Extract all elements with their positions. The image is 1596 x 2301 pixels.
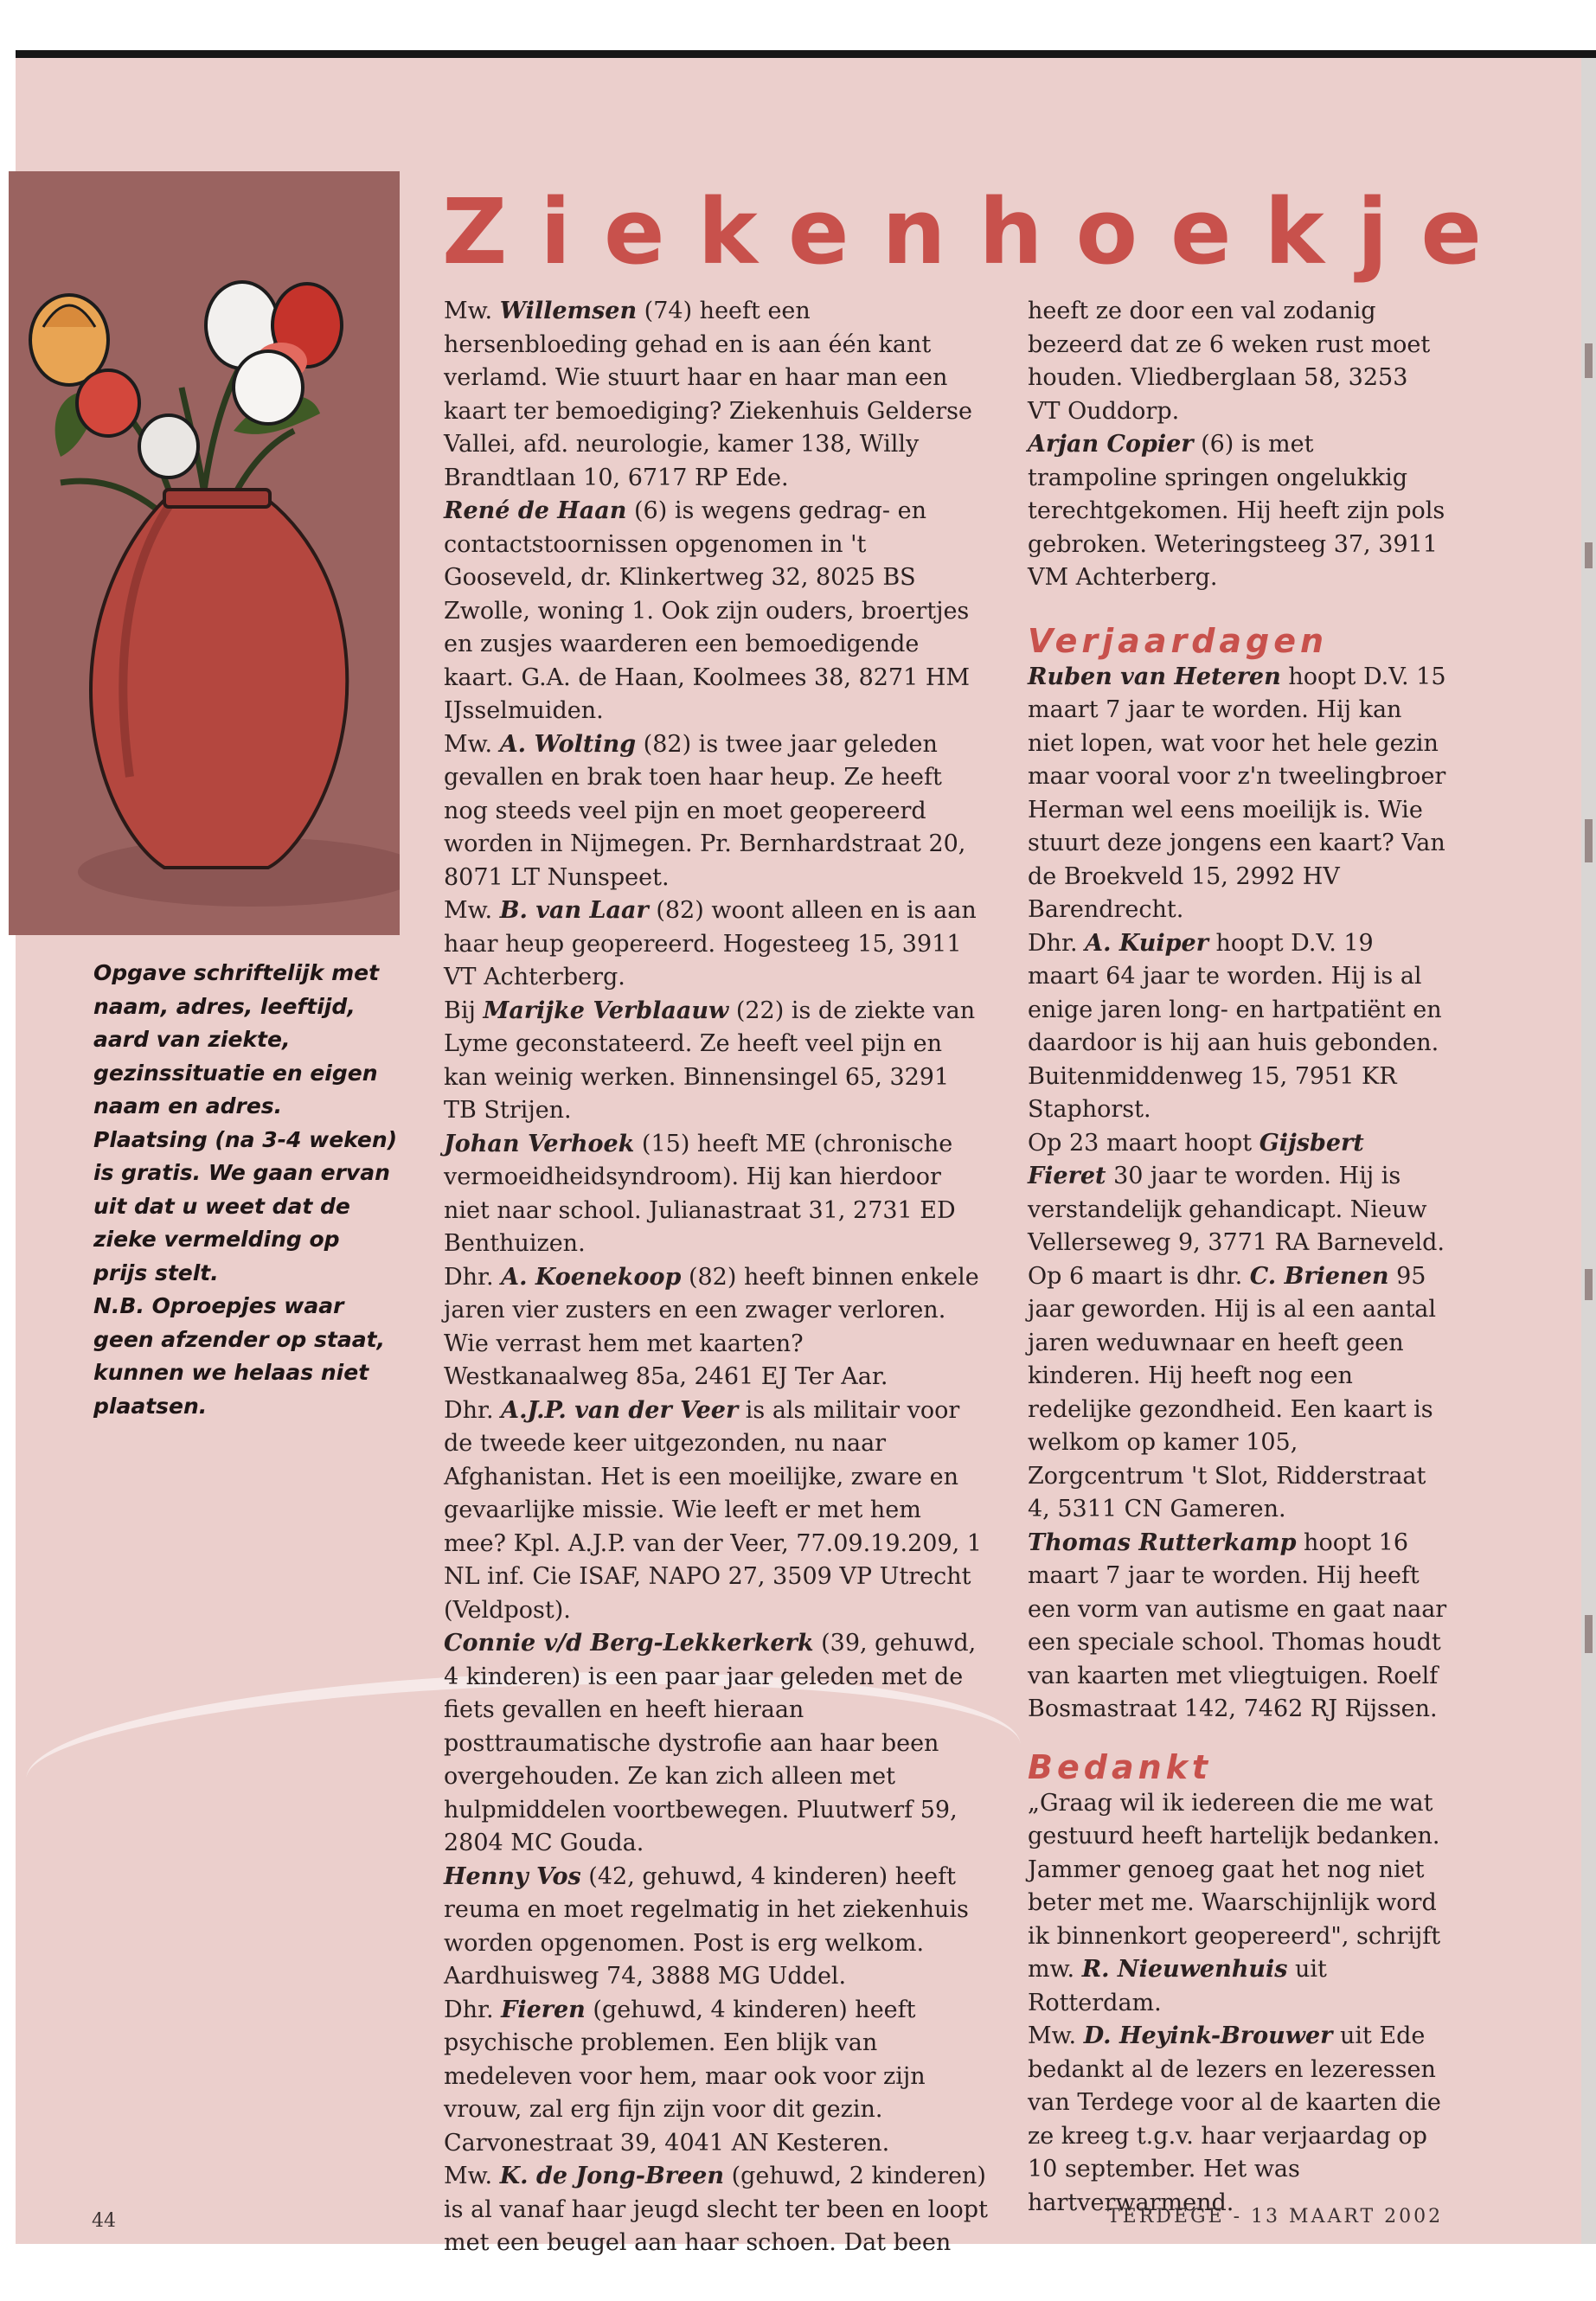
patient-name: Ruben van Heteren xyxy=(1028,663,1281,690)
birthdays-heading: Verjaardagen xyxy=(1028,621,1329,660)
thanks-heading: Bedankt xyxy=(1028,1747,1213,1786)
birthday-entry: Dhr. A. Kuiper hoopt D.V. 19 maart 64 jaar te worden. Hij is al enige jaren long- en hartpatiënt en daardoor is hij aan huis gebonden. Buitenmiddenweg 15, 7951 KR Staphorst. xyxy=(1028,929,1442,1123)
instructions-text: Opgave schriftelijk met naam, adres, leeftijd, aard van ziekte, gezinssituatie en eigen naam en adres. Plaatsing (na 3-4 weken) is gratis. We gaan ervan uit dat u weet dat de zieke vermelding op prijs stelt. xyxy=(93,960,398,1285)
birthday-entry: Ruben van Heteren hoopt D.V. 15 maart 7 jaar te worden. Hij kan niet lopen, wat voor het hele gezin maar vooral voor z'n tweelingbroer Herman wel eens moeilijk is. Wie stuurt deze jongens een kaart? Van de Broekveld 15, 2992 HV Barendrecht. xyxy=(1028,663,1446,923)
tulip-vase-illustration xyxy=(9,171,400,935)
entry-koenekoop: Dhr. A. Koenekoop (82) heeft binnen enkele jaren vier zusters en een zwager verloren. Wie verrast hem met kaarten? Westkanaalweg 85a, 2461 EJ Ter Aar. xyxy=(444,1263,979,1390)
top-border xyxy=(16,50,1596,58)
patient-name: Johan Verhoek xyxy=(444,1130,635,1157)
instructions-note: N.B. Oproepjes waar geen afzender op staat, kunnen we helaas niet plaatsen. xyxy=(93,1293,386,1419)
patient-name: Henny Vos xyxy=(444,1862,581,1890)
patient-name: A. Koenekoop xyxy=(501,1263,682,1291)
patient-name: A. Kuiper xyxy=(1085,929,1208,957)
entry-continuation: heeft ze door een val zodanig bezeerd dat ze 6 weken rust moet houden. Vliedberglaan 58, 3253 VT Ouddorp. xyxy=(1028,298,1431,425)
patient-name: Connie v/d Berg-Lekkerkerk xyxy=(444,1630,814,1657)
column-2 xyxy=(1028,295,1447,2220)
entry-berg-lekkerkerk: Connie v/d Berg-Lekkerkerk (39, gehuwd, 4 kinderen) is een paar jaar geleden met de fiets gevallen en heeft hieraan posttraumatische dystrofie aan haar been overgehouden. Ze kan zich alleen met hulpmiddelen voortbewegen. Pluutwerf 59, 2804 MC Gouda. xyxy=(444,1630,977,1856)
thanks-entry: Mw. D. Heyink-Brouwer uit Ede bedankt al de lezers en lezeressen van Terdege voor al de kaarten die ze kreeg t.g.v. haar verjaardag op 10 september. Het was hartverwarmend. xyxy=(1028,2022,1441,2216)
patient-name: Fieren xyxy=(501,1996,586,2023)
entry-van-laar: Mw. B. van Laar (82) woont alleen en is aan haar heup geopereerd. Hogesteeg 15, 3911 VT Achterberg. xyxy=(444,897,977,990)
patient-name: K. de Jong-Breen xyxy=(499,2163,724,2189)
entry-verhoek: Johan Verhoek (15) heeft ME (chronische vermoeidheidsyndroom). Hij kan hierdoor niet naar school. Julianastraat 31, 2731 ED Benthuizen. xyxy=(444,1130,956,1257)
entry-willemsen: Mw. Willemsen (74) heeft een hersenbloeding gehad en is aan één kant verlamd. Wie stuurt haar en haar man een kaart ter bemoediging? Ziekenhuis Gelderse Vallei, afd. neurologie, kamer 138, Willy Brandtlaan 10, 6717 RP Ede. xyxy=(444,298,973,491)
patient-name: A. Wolting xyxy=(499,730,637,758)
submission-instructions xyxy=(93,957,398,1423)
patient-name: C. Brienen xyxy=(1249,1262,1389,1290)
birthday-entry: Thomas Rutterkamp hoopt 16 maart 7 jaar te worden. Hij heeft een vorm van autisme en gaat naar een speciale school. Thomas houdt van kaarten met vliegtuigen. Roelf Bosmastraat 142, 7462 RJ Rijssen. xyxy=(1028,1529,1447,1722)
patient-name: Gijsbert Fieret xyxy=(1028,1129,1364,1189)
birthday-entry: Op 23 maart hoopt Gijsbert Fieret 30 jaar te worden. Hij is verstandelijk gehandicapt. Nieuw Vellerseweg 9, 3771 RA Barneveld. xyxy=(1028,1129,1445,1256)
patient-name: A.J.P. van der Veer xyxy=(501,1396,739,1424)
patient-name: René de Haan xyxy=(444,497,627,524)
column-1 xyxy=(444,295,989,2260)
patient-name: Marijke Verblaauw xyxy=(483,997,729,1024)
patient-name: D. Heyink-Brouwer xyxy=(1083,2022,1333,2049)
page-number: 44 xyxy=(92,2210,116,2232)
entry-copier: Arjan Copier (6) is met trampoline springen ongelukkig terechtgekomen. Hij heeft zijn pols gebroken. Weteringsteeg 37, 3911 VM Achterberg. xyxy=(1028,431,1445,591)
patient-name: R. Nieuwenhuis xyxy=(1081,1956,1288,1983)
entry-wolting: Mw. A. Wolting (82) is twee jaar geleden gevallen en brak toen haar heup. Ze heeft nog steeds veel pijn en moet geopereerd worden in Nijmegen. Pr. Bernhardstraat 20, 8071 LT Nunspeet. xyxy=(444,730,966,891)
page-edge xyxy=(1581,58,1596,2244)
patient-name: Thomas Rutterkamp xyxy=(1028,1529,1297,1556)
birthday-entry: Op 6 maart is dhr. C. Brienen 95 jaar geworden. Hij is al een aantal jaren weduwnaar en heeft geen kinderen. Hij heeft nog een redelijke gezondheid. Een kaart is welkom op kamer 105, Zorgcentrum 't Slot, Ridderstraat 4, 5311 CN Gameren. xyxy=(1028,1262,1437,1522)
entry-van-der-veer: Dhr. A.J.P. van der Veer is als militair voor de tweede keer uitgezonden, nu naar Afghanistan. Het is een moeilijke, zware en gevaarlijke missie. Wie leeft er met hem mee? Kpl. A.J.P. van der Veer, 77.09.19.209, 1 NL inf. Cie ISAF, NAPO 27, 3509 VP Utrecht (Veldpost). xyxy=(444,1396,982,1624)
entry-fieren: Dhr. Fieren (gehuwd, 4 kinderen) heeft psychische problemen. Een blijk van medeleven voor hem, maar ook voor zijn vrouw, zal erg fijn zijn voor dit gezin. Carvonestraat 39, 4041 AN Kesteren. xyxy=(444,1996,926,2157)
publication-footer: TERDEGE - 13 MAART 2002 xyxy=(1107,2206,1444,2227)
entry-de-jong-breen: Mw. K. de Jong-Breen (gehuwd, 2 kinderen) is al vanaf haar jeugd slecht ter been en loopt met een beugel aan haar schoen. Dat been xyxy=(444,2163,988,2256)
page-title: Ziekenhoekje xyxy=(442,179,1515,285)
entry-verblaauw: Bij Marijke Verblaauw (22) is de ziekte van Lyme geconstateerd. Ze heeft veel pijn en kan weinig werken. Binnensingel 65, 3291 TB Strijen. xyxy=(444,997,976,1124)
entry-de-haan: René de Haan (6) is wegens gedrag- en contactstoornissen opgenomen in 't Gooseveld, dr. Klinkertweg 32, 8025 BS Zwolle, woning 1. Ook zijn ouders, broertjes en zusjes waarderen een bemoedigende kaart. G.A. de Haan, Koolmees 38, 8271 HM IJsselmuiden. xyxy=(444,497,971,724)
entry-vos: Henny Vos (42, gehuwd, 4 kinderen) heeft reuma en moet regelmatig in het ziekenhuis worden opgenomen. Post is erg welkom. Aardhuisweg 74, 3888 MG Uddel. xyxy=(444,1862,969,1990)
thanks-entry: „Graag wil ik iedereen die me wat gestuurd heeft hartelijk bedanken. Jammer genoeg gaat het nog niet beter met me. Waarschijnlijk word ik binnenkort geopereerd", schrijft mw. R. Nieuwenhuis uit Rotterdam. xyxy=(1028,1789,1441,2016)
patient-name: Arjan Copier xyxy=(1028,431,1194,458)
patient-name: Willemsen xyxy=(499,298,638,324)
patient-name: B. van Laar xyxy=(499,897,649,924)
